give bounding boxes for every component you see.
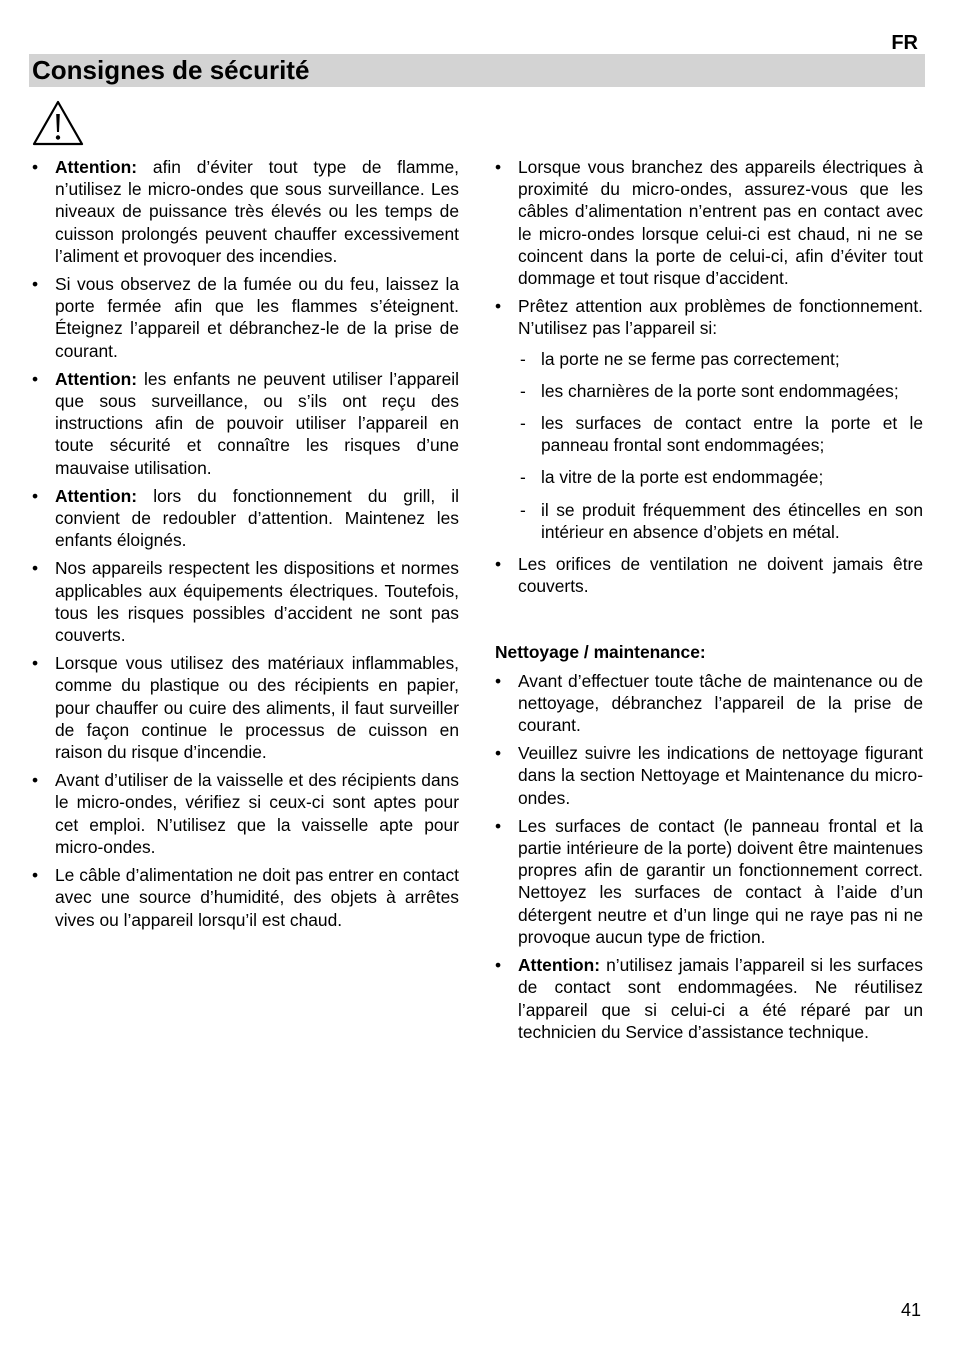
emphasis-label: Attention: <box>55 368 138 389</box>
list-item-text: Lorsque vous utilisez des matériaux inflammables, comme du plastique ou des récipients en papier, pour chauffer ou cuire des aliments, il faut surveiller de façon continue le processus de cuisson en raison du risque d’incendie. <box>55 653 459 763</box>
list-item <box>32 652 459 763</box>
sublist-item: - la vitre de la porte est endommagée; <box>518 466 923 488</box>
list-item-text: Le câble d’alimentation ne doit pas entrer en contact avec une source d’humidité, des objets à arrêtes vives ou l’appareil lorsqu’il est chaud. <box>55 865 459 930</box>
list-item <box>495 295 923 543</box>
list-item <box>495 815 923 948</box>
list-item-text: n’utilisez jamais l’appareil si les surfaces de contact sont endommagées. Ne réutilisez l’appareil que si celui-ci a été réparé par un technicien du Service d’assistance technique. <box>518 955 923 1042</box>
sublist-item: - les charnières de la porte sont endommagées; <box>518 380 923 402</box>
list-item <box>32 273 459 362</box>
list-item <box>495 742 923 809</box>
list-item-text: Lorsque vous branchez des appareils électriques à proximité du micro-ondes, assurez-vous que les câbles d’alimentation n’entrent pas en contact avec le micro-ondes lorsque celui-ci est chaud, ni ne se coincent dans la porte de celui-ci, afin d’éviter tout dommage et tout risque d’accident. <box>518 157 923 289</box>
list-item <box>495 553 923 597</box>
maintenance-list <box>495 670 923 1043</box>
safety-list-right <box>495 156 923 597</box>
list-item <box>495 670 923 737</box>
language-code: FR <box>891 32 918 54</box>
left-column <box>32 156 459 937</box>
right-column <box>495 156 923 1049</box>
emphasis-label: Attention: <box>55 485 138 506</box>
sublist-item: - il se produit fréquemment des étincelles en son intérieur en absence d’objets en métal. <box>518 499 923 543</box>
malfunction-sublist <box>518 348 923 543</box>
list-item-text: Avant d’effectuer toute tâche de maintenance ou de nettoyage, débranchez l’appareil de la prise de courant. <box>518 670 923 736</box>
list-item <box>495 156 923 289</box>
list-item-text: Les surfaces de contact (le panneau frontal et la partie intérieure de la porte) doivent être maintenues propres afin de garantir un fonctionnement correct. Nettoyez les surfaces de contact à l’aide d’un détergent neutre et d’un linge qui ne raye pas ni ne provoque aucun type de friction. <box>518 815 923 947</box>
list-item-text: lors du fonctionnement du grill, il convient de redoubler d’attention. Maintenez les enfants éloignés. <box>55 485 459 551</box>
list-item <box>32 368 459 479</box>
page-number: 41 <box>900 1300 921 1320</box>
sublist-item: - les surfaces de contact entre la porte et le panneau frontal sont endommagées; <box>518 412 923 456</box>
list-item-text: Les orifices de ventilation ne doivent jamais être couverts. <box>518 554 923 597</box>
list-item <box>32 769 459 858</box>
safety-list-left <box>32 156 459 931</box>
maintenance-heading: Nettoyage / maintenance: <box>495 642 706 663</box>
list-item-text: Nos appareils respectent les dispositions et normes applicables aux équipements électriques. Toutefois, tous les risques possibles d’accident ne sont pas couverts. <box>55 558 459 646</box>
list-item-text: Prêtez attention aux problèmes de fonctionnement. N’utilisez pas l’appareil si: <box>518 296 923 339</box>
page-title: Consignes de sécurité <box>32 55 310 85</box>
list-item <box>495 954 923 1043</box>
sublist-item: - la porte ne se ferme pas correctement; <box>518 348 923 370</box>
list-item <box>32 156 459 267</box>
list-item <box>32 864 459 931</box>
warning-triangle-icon <box>32 100 84 146</box>
emphasis-label: Attention: <box>55 157 138 177</box>
list-item <box>32 485 459 552</box>
list-item-text: Si vous observez de la fumée ou du feu, laissez la porte fermée afin que les flammes s’éteignent. Éteignez l’appareil et débranchez-le de la prise de courant. <box>55 274 459 361</box>
list-item-text: les enfants ne peuvent utiliser l’appareil que sous surveillance, ou s’ils ont reçu des instructions afin de pouvoir utiliser l’appareil en toute sécurité et connaître les risques d’une mauvaise utilisation. <box>55 368 459 478</box>
list-item-text: afin d’éviter tout type de flamme, n’utilisez le micro-ondes que sous surveillance. Les niveaux de puissance très élevés ou les temps de cuisson prolongés peuvent chauffer excessivement l’aliment et provoquer des incendies. <box>55 157 459 266</box>
title-bar <box>29 54 925 87</box>
emphasis-label: Attention: <box>518 955 601 976</box>
list-item-text: Veuillez suivre les indications de nettoyage figurant dans la section Nettoyage et Maintenance du micro-ondes. <box>518 743 923 808</box>
list-item <box>32 557 459 646</box>
list-item-text: Avant d’utiliser de la vaisselle et des récipients dans le micro-ondes, vérifiez si ceux-ci sont aptes pour cet emploi. N’utilisez que la vaisselle apte pour micro-ondes. <box>55 770 459 857</box>
